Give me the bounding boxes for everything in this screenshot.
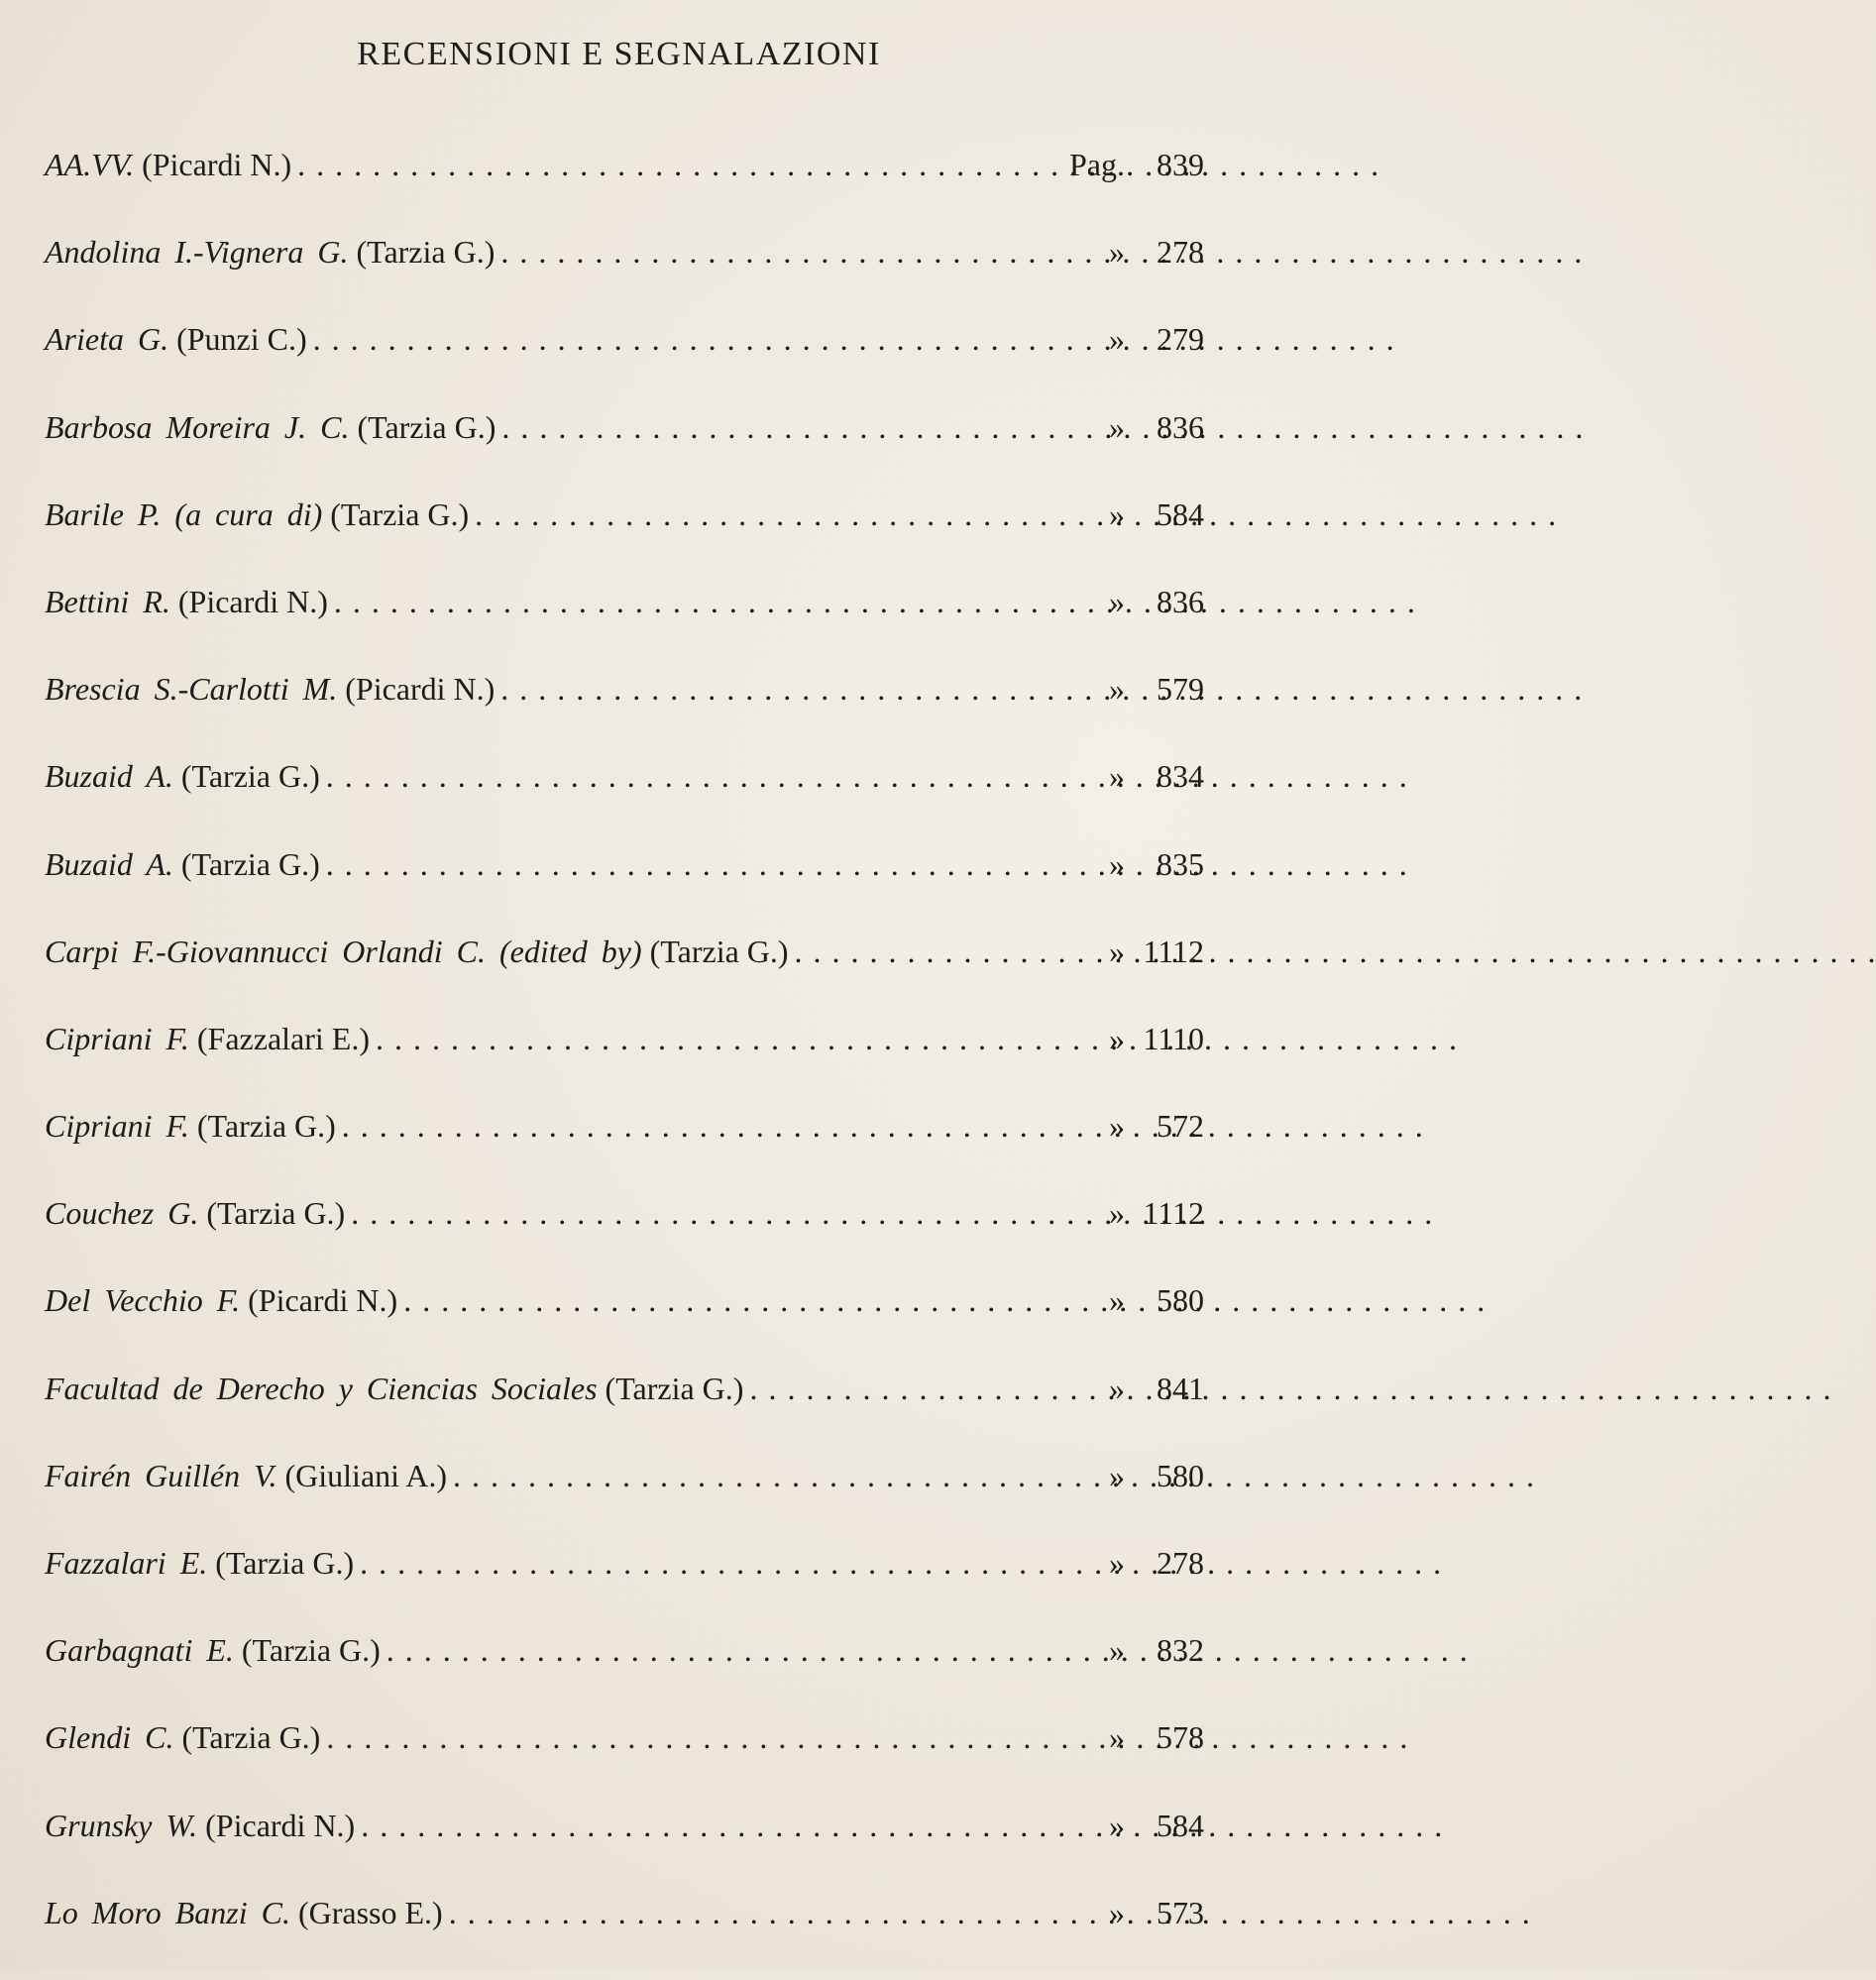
entry-ref-label: » — [1109, 321, 1125, 358]
entry-reviewer: (Tarzia G.) — [233, 1632, 381, 1669]
entry-ref-label: » — [1109, 845, 1125, 882]
list-item — [45, 1893, 1204, 1980]
entry-reviewer: (Punzi C.) — [168, 321, 307, 358]
dot-leader — [381, 1630, 1378, 1670]
entry-reviewer: (Giuliani A.) — [276, 1457, 448, 1493]
entry-ref-label: » — [1109, 495, 1125, 532]
entry-author: Del Vecchio F. — [45, 1282, 241, 1319]
list-item — [45, 407, 1204, 495]
entry-author: Brescia S.-Carlotti M. — [45, 671, 338, 708]
list-item — [45, 495, 1204, 582]
entry-page-number: 584 — [1157, 495, 1204, 532]
dot-leader — [397, 1280, 1394, 1320]
entry-author: Fazzalari E. — [45, 1545, 208, 1581]
entry-author: Garbagnati E. — [45, 1632, 234, 1669]
entry-ref-label: » — [1109, 1894, 1125, 1930]
entry-reviewer: (Tarzia G.) — [198, 1195, 346, 1232]
entry-page-number: 578 — [1157, 1719, 1204, 1756]
entry-ref-label: » — [1109, 1370, 1125, 1406]
entry-reviewer: (Tarzia G.) — [188, 1108, 336, 1145]
entry-page-number: 836 — [1157, 408, 1204, 445]
entry-page-number: 573 — [1157, 1894, 1204, 1930]
entry-ref-label: » — [1109, 583, 1125, 619]
entry-reviewer: (Tarzia G.) — [641, 933, 789, 969]
entry-page-number: 279 — [1157, 321, 1204, 358]
entry-page-number: 1112 — [1143, 933, 1204, 969]
entry-author: AA.VV. — [45, 147, 135, 182]
entry-author: Lo Moro Banzi C. — [45, 1894, 290, 1930]
entry-page-number: 841 — [1157, 1370, 1204, 1406]
entry-ref-label: » — [1109, 1195, 1125, 1232]
entry-author: Glendi C. — [45, 1719, 174, 1756]
list-item — [45, 1806, 1204, 1893]
entry-author: Cipriani F. — [45, 1108, 189, 1145]
entry-reviewer: (Tarzia G.) — [173, 1719, 321, 1756]
entry-page-number: 580 — [1157, 1457, 1204, 1493]
list-item — [45, 844, 1204, 932]
list-item — [45, 1369, 1204, 1456]
list-item — [45, 932, 1204, 1019]
entry-reviewer: (Tarzia G.) — [597, 1370, 744, 1406]
list-item — [45, 1456, 1204, 1543]
dot-leader — [495, 232, 1491, 272]
entry-ref-label: » — [1109, 1282, 1125, 1319]
entry-reviewer: (Tarzia G.) — [349, 408, 497, 445]
entry-author: Andolina I.-Vignera G. — [45, 234, 349, 271]
entry-reviewer: (Picardi N.) — [337, 671, 496, 708]
entry-author: Arieta G. — [45, 321, 169, 358]
entry-author: Carpi F.-Giovannucci Orlandi C. (edited by) — [45, 933, 642, 969]
entry-ref-label: » — [1109, 1545, 1125, 1581]
entry-reviewer: (Tarzia G.) — [172, 845, 320, 882]
list-item — [45, 1019, 1204, 1106]
entry-reviewer: (Picardi N.) — [134, 147, 292, 182]
entry-author: Grunsky W. — [45, 1807, 198, 1843]
entry-author: Couchez G. — [45, 1195, 199, 1232]
list-item — [45, 145, 1204, 232]
entry-ref-label: » — [1109, 933, 1125, 969]
entry-page-number: 579 — [1157, 671, 1204, 708]
entry-reviewer: (Picardi N.) — [169, 583, 328, 619]
list-item — [45, 1717, 1204, 1805]
dot-leader — [447, 1456, 1444, 1495]
dot-leader — [789, 932, 1786, 971]
list-item — [45, 1630, 1204, 1717]
dot-leader — [370, 1019, 1367, 1058]
entry-reviewer: (Fazzalari E.) — [188, 1020, 370, 1056]
entry-ref-label: » — [1109, 1807, 1125, 1843]
entry-ref-label: » — [1109, 1632, 1125, 1669]
list-item — [45, 1543, 1204, 1630]
list-item — [45, 582, 1204, 669]
entry-author: Buzaid A. — [45, 758, 173, 795]
entry-author: Barile P. (a cura di) — [45, 495, 323, 532]
entry-page-number: 1112 — [1143, 1195, 1204, 1232]
dot-leader — [469, 495, 1466, 534]
entry-reviewer: (Tarzia G.) — [207, 1545, 355, 1581]
entry-ref-label: » — [1109, 408, 1125, 445]
entry-page-number: 839 — [1157, 147, 1204, 182]
entry-reviewer: (Picardi N.) — [240, 1282, 398, 1319]
list-item — [45, 232, 1204, 319]
entry-page-number: 835 — [1157, 845, 1204, 882]
entry-page-number: 836 — [1157, 583, 1204, 619]
entry-page-number: 572 — [1157, 1108, 1204, 1145]
entry-page-number: 834 — [1157, 758, 1204, 795]
list-item — [45, 319, 1204, 406]
entry-reviewer: (Tarzia G.) — [348, 234, 496, 271]
dot-leader — [743, 1369, 1740, 1408]
entry-reviewer: (Tarzia G.) — [172, 758, 320, 795]
review-index-list — [45, 145, 1204, 1980]
dot-leader — [496, 407, 1492, 447]
page-title: RECENSIONI E SEGNALAZIONI — [357, 36, 881, 72]
entry-page-number: 832 — [1157, 1632, 1204, 1669]
entry-page-number: 584 — [1157, 1807, 1204, 1843]
dot-leader — [443, 1893, 1440, 1932]
entry-reviewer: (Picardi N.) — [197, 1807, 356, 1843]
entry-author: Barbosa Moreira J. C. — [45, 408, 350, 445]
entry-author: Cipriani F. — [45, 1020, 189, 1056]
list-item — [45, 669, 1204, 756]
entry-author: Bettini R. — [45, 583, 170, 619]
entry-ref-label: » — [1109, 671, 1125, 708]
list-item — [45, 1280, 1204, 1368]
entry-author: Fairén Guillén V. — [45, 1457, 277, 1493]
dot-leader — [495, 669, 1491, 709]
entry-page-number: 278 — [1157, 1545, 1204, 1581]
entry-ref-label: Pag. — [1069, 147, 1125, 182]
entry-reviewer: (Grasso E.) — [289, 1894, 443, 1930]
entry-page-number: 1110 — [1143, 1020, 1204, 1056]
entry-ref-label: » — [1109, 1719, 1125, 1756]
entry-reviewer: (Tarzia G.) — [322, 495, 470, 532]
entry-ref-label: » — [1109, 1108, 1125, 1145]
list-item — [45, 1193, 1204, 1280]
entry-author: Buzaid A. — [45, 845, 173, 882]
entry-ref-label: » — [1109, 1457, 1125, 1493]
entry-page-number: 278 — [1157, 234, 1204, 271]
entry-ref-label: » — [1109, 758, 1125, 795]
list-item — [45, 756, 1204, 843]
list-item — [45, 1106, 1204, 1193]
entry-page-number: 580 — [1157, 1282, 1204, 1319]
entry-ref-label: » — [1109, 1020, 1125, 1056]
entry-ref-label: » — [1109, 234, 1125, 271]
entry-author: Facultad de Derecho y Ciencias Sociales — [45, 1370, 598, 1406]
